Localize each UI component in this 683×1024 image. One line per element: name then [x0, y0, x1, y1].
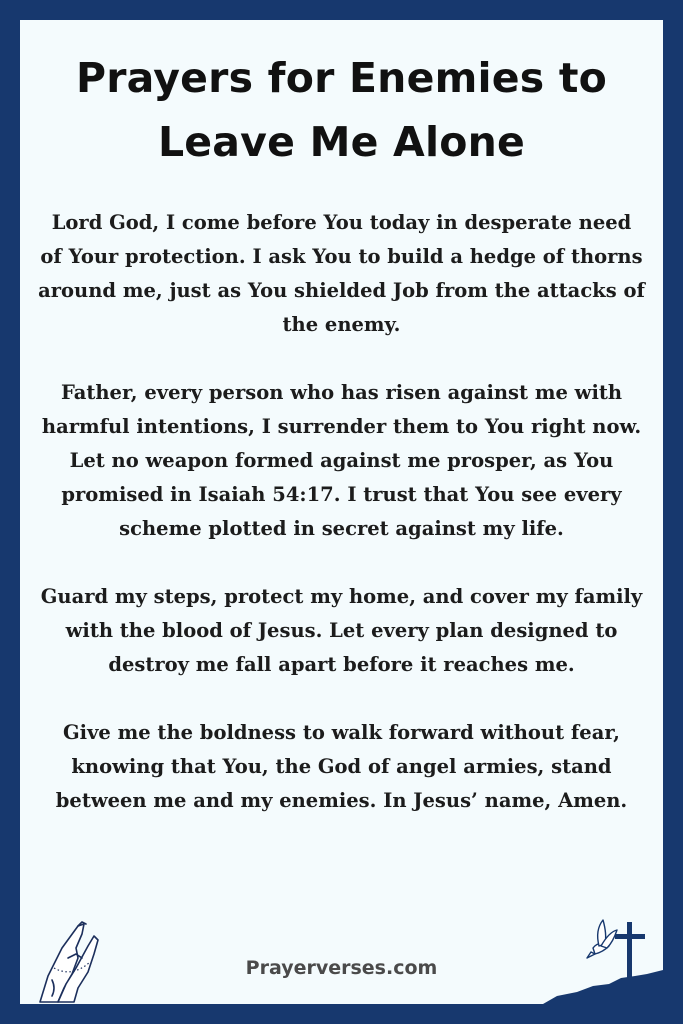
prayer-body [38, 206, 645, 852]
dove-icon [587, 920, 617, 958]
site-footer: Prayerverses.com [245, 957, 438, 979]
page-title: Prayers for Enemies to Leave Me Alone [75, 54, 608, 166]
prayer-paragraph-3: Guard my steps, protect my home, and cover my family with the blood of Jesus. Let every plan designed to destroy me fall apart before it reaches me. [40, 585, 643, 676]
prayer-card [20, 20, 663, 1004]
prayer-paragraph-2: Father, every person who has risen against me with harmful intentions, I surrender them to You right now. Let no weapon formed against me prosper, as You promised in Isaiah 54:17. I trust that You see every scheme plotted in secret against my life. [41, 381, 642, 540]
prayer-paragraph-4: Give me the boldness to walk forward without fear, knowing that You, the God of angel armies, stand between me and my enemies. In Jesus’ name, Amen. [55, 721, 628, 812]
dove-cross-hill-illustration [543, 900, 663, 1004]
cross-icon [615, 922, 645, 980]
hill-shape [543, 970, 663, 1004]
prayer-paragraph-1: Lord God, I come before You today in desperate need of Your protection. I ask You to build a hedge of thorns around me, just as You shielded Job from the attacks of the enemy. [38, 211, 645, 336]
